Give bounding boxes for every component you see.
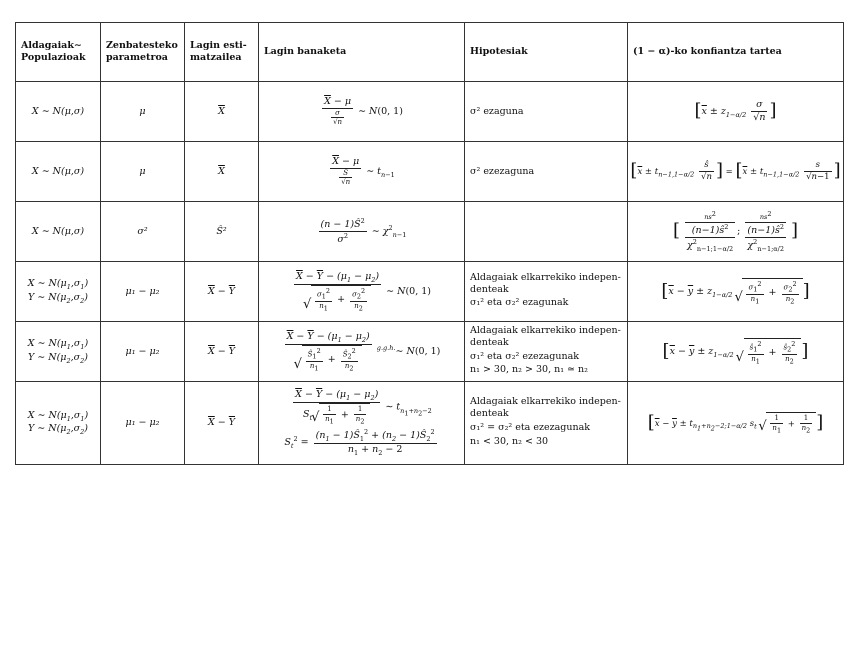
estimator-cell: $\overline{X} - \overline{Y}$	[185, 322, 259, 382]
population-cell: X ∼ N(μ,σ)	[16, 202, 101, 262]
hypothesis-cell	[465, 202, 628, 262]
header-populations: Aldagaiak∼ Populazioak	[16, 23, 101, 82]
hypothesis-cell: Aldagaiak elkarrekiko indepen- denteak σ₁² eta σ₂² ezezagunak n₁ > 30, n₂ > 30, n₁ ≃ n₂	[465, 322, 628, 382]
table-row	[16, 142, 844, 202]
table-row	[16, 382, 844, 465]
table-row	[16, 202, 844, 262]
confidence-interval-table	[15, 22, 844, 465]
estimator-cell: $\overline{X}$	[185, 82, 259, 142]
estimator-cell: $\overline{X} - \overline{Y}$	[185, 262, 259, 322]
parameter-cell: μ₁ − μ₂	[101, 262, 185, 322]
estimator-cell: $\overline{X}$	[185, 142, 259, 202]
parameter-cell: μ	[101, 82, 185, 142]
estimator-cell: Ŝ²	[185, 202, 259, 262]
header-sampling-distribution: Lagin banaketa	[259, 23, 465, 82]
population-cell: X ∼ $N(\mu_1,\sigma_1)$ Y ∼ $N(\mu_2,\sigma_2)$	[16, 262, 101, 322]
population-cell: X ∼ $N(\mu_1,\sigma_1)$ Y ∼ $N(\mu_2,\sigma_2)$	[16, 322, 101, 382]
table-row	[16, 82, 844, 142]
interval-cell: [$\overline{x} - \overline{y} \pm z_{1-\alpha/2}$ √ $\frac{ŝ_1^2}{n_1}$ + $\frac{ŝ_2^2}{n_2}$ ]	[628, 322, 844, 382]
hypothesis-cell: σ² ezezaguna	[465, 142, 628, 202]
header-estimator: Lagin esti-matzailea	[185, 23, 259, 82]
table-row	[16, 322, 844, 382]
header-hypotheses: Hipotesiak	[465, 23, 628, 82]
parameter-cell: μ	[101, 142, 185, 202]
distribution-cell: $\frac{(n - 1)Ŝ^2}{\sigma^2}$ ∼ $\chi^2_{n-1}$	[259, 202, 465, 262]
hypothesis-cell: σ² ezaguna	[465, 82, 628, 142]
distribution-cell: $\overline{X} - \overline{Y} - (\mu_1 - \mu_2)$ √ $\frac{\sigma_1^2}{n_1}$ + $\frac{\sigma_2^2}{n_2}$ ∼ N(0, 1)	[259, 262, 465, 322]
parameter-cell: σ²	[101, 202, 185, 262]
parameter-cell: μ₁ − μ₂	[101, 382, 185, 465]
population-cell: X ∼ N(μ,σ)	[16, 142, 101, 202]
distribution-cell: $\frac{\overline{X} - \mu}{\frac{Ŝ}{√n}}$ ∼ $t_{n-1}$	[259, 142, 465, 202]
interval-cell: [$\overline{x} - \overline{y} \pm t_{n_1+n_2-2;1-\alpha/2}$ $s_t$ √ $\frac{1}{n_1}$ + $\frac{1}{n_2}$ ]	[628, 382, 844, 465]
interval-cell: [$\overline{x} - \overline{y} \pm z_{1-\alpha/2}$ √ $\frac{\sigma_1^2}{n_1}$ + $\frac{\sigma_2^2}{n_2}$ ]	[628, 262, 844, 322]
distribution-cell: $\overline{X} - \overline{Y} - (\mu_1 - \mu_2)$ √ $\frac{Ŝ_1^2}{n_1}$ + $\frac{Ŝ_2^2}{n_2}$ $^{g.g.h.}$∼ N(0, 1)	[259, 322, 465, 382]
interval-cell: [$\overline{x} \pm z_{1-\alpha/2}$ $\frac{\sigma}{√n}$ ]	[628, 82, 844, 142]
hypothesis-cell: Aldagaiak elkarrekiko indepen- denteak σ₁² eta σ₂² ezagunak	[465, 262, 628, 322]
header-confidence-interval: (1 − α)-ko konfiantza tartea	[628, 23, 844, 82]
header-parameter: Zenbatesteko parametroa	[101, 23, 185, 82]
interval-cell: [$\overline{x} \pm t_{n-1,1-\alpha/2}$ $\frac{ŝ}{√n}$ ] = [$\overline{x} \pm t_{n-1,1-\alpha/2}$ $\frac{s}{√n-1}$ ]	[628, 142, 844, 202]
population-cell: X ∼ N(μ,σ)	[16, 82, 101, 142]
hypothesis-cell: Aldagaiak elkarrekiko indepen- denteak σ₁² = σ₂² eta ezezagunak n₁ < 30, n₂ < 30	[465, 382, 628, 465]
distribution-cell: $\frac{\overline{X} - \mu}{\frac{\sigma}{√n}}$ ∼ N(0, 1)	[259, 82, 465, 142]
table-row	[16, 262, 844, 322]
parameter-cell: μ₁ − μ₂	[101, 322, 185, 382]
distribution-cell: $\overline{X} - \overline{Y} - (\mu_1 - \mu_2)$ $S_t$ √ $\frac{1}{n_1}$ + $\frac{1}{n_2}$ ∼ $t_{n_1+n_2-2}$ $S_t^2$ = $\frac{(n_1 - 1)Ŝ_1^2 + (n_2 - 1)Ŝ_2^2}{n_1 + n_2 - 2}$	[259, 382, 465, 465]
header-row	[16, 23, 844, 82]
interval-cell: [ $ns^2$ $(n-1)ŝ^2$ $\chi^2_{n-1;1-\alpha/2}$ ; $ns^2$ $(n-1)ŝ^2$ $\chi^2_{n-1;\alpha/2}$ ]	[628, 202, 844, 262]
estimator-cell: $\overline{X} - \overline{Y}$	[185, 382, 259, 465]
population-cell: X ∼ $N(\mu_1,\sigma_1)$ Y ∼ $N(\mu_2,\sigma_2)$	[16, 382, 101, 465]
